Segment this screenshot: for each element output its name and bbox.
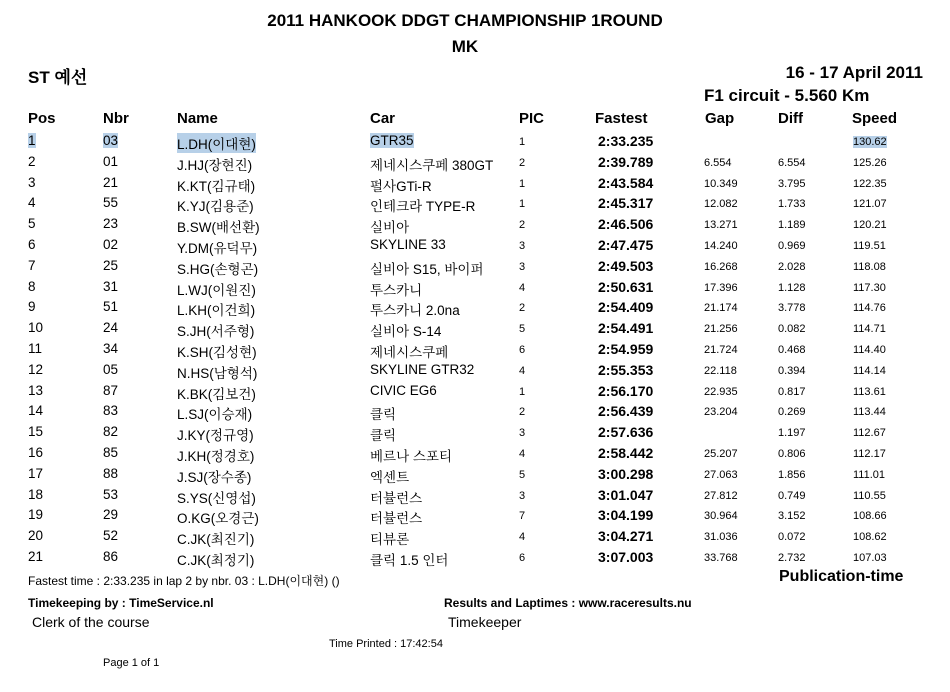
cell-fastest: 2:47.475 (598, 237, 654, 253)
col-diff-header: Diff (778, 110, 803, 127)
cell-speed: 119.51 (853, 240, 886, 252)
cell-car: 제네시스쿠페 380GT (370, 157, 494, 173)
cell-name: N.HS(남형석) (177, 365, 258, 381)
cell-speed: 121.07 (853, 198, 887, 211)
cell-nbr: 02 (103, 237, 119, 252)
cell-pic: 4 (519, 448, 526, 460)
cell-pic: 4 (519, 364, 526, 377)
cell-car: SKYLINE 33 (370, 237, 446, 252)
cell-name: L.KH(이건희) (177, 303, 256, 319)
cell-name: K.SH(김성현) (177, 345, 257, 360)
cell-fastest: 2:49.503 (598, 257, 654, 274)
table-row (0, 360, 950, 380)
cell-car: 제네시스쿠페 (370, 345, 449, 360)
report-subtitle: MK (451, 37, 479, 56)
cell-car: 티뷰론 (370, 532, 410, 548)
cell-diff: 3.152 (778, 510, 806, 523)
cell-diff: 1.189 (778, 219, 806, 232)
page-number: Page 1 of 1 (103, 657, 160, 669)
table-row (0, 235, 950, 255)
cell-diff: 0.749 (778, 489, 806, 502)
table-row (0, 152, 950, 172)
cell-gap: 21.724 (704, 344, 738, 356)
cell-nbr: 01 (103, 153, 119, 169)
cell-pos: 15 (28, 424, 44, 440)
cell-gap: 31.036 (704, 531, 738, 544)
cell-diff: 0.072 (778, 531, 806, 544)
cell-name: Y.DM(유덕무) (177, 241, 258, 256)
cell-name: K.BK(김보건) (177, 386, 256, 402)
cell-pos: 8 (28, 278, 36, 294)
cell-pos: 13 (28, 382, 44, 398)
cell-gap: 17.396 (704, 281, 738, 294)
cell-speed: 108.62 (853, 531, 887, 544)
cell-fastest: 2:39.789 (598, 153, 654, 170)
cell-pos: 3 (28, 174, 36, 190)
cell-pic: 3 (519, 427, 526, 440)
cell-gap: 6.554 (704, 156, 732, 169)
cell-pic: 1 (519, 198, 526, 211)
cell-speed: 107.03 (853, 552, 887, 564)
cell-nbr: 24 (103, 320, 119, 336)
cell-gap: 30.964 (704, 510, 738, 523)
cell-name: S.JH(서주형) (177, 324, 255, 340)
table-row (0, 464, 950, 484)
clerk-signature-label: Clerk of the course (32, 614, 150, 630)
cell-speed: 111.01 (853, 468, 886, 481)
cell-fastest: 2:57.636 (598, 424, 654, 441)
cell-name: L.DH(이대현) (177, 133, 256, 153)
cell-pic: 1 (519, 177, 526, 190)
cell-pic: 3 (519, 489, 526, 502)
cell-pos: 18 (28, 486, 44, 502)
table-row (0, 485, 950, 505)
cell-pos: 16 (28, 445, 44, 460)
cell-gap: 23.204 (704, 406, 738, 419)
table-row (0, 443, 950, 463)
cell-speed: 114.40 (853, 344, 886, 356)
cell-car: 투스카니 (370, 282, 423, 298)
cell-nbr: 52 (103, 528, 119, 544)
cell-gap: 12.082 (704, 198, 738, 211)
cell-nbr: 85 (103, 445, 119, 460)
cell-pos: 1 (28, 133, 36, 148)
cell-car: 투스카니 2.0na (370, 303, 460, 319)
table-row (0, 277, 950, 297)
cell-pic: 6 (519, 552, 526, 564)
time-printed: Time Printed : 17:42:54 (329, 638, 443, 650)
cell-pos: 7 (28, 257, 36, 273)
timekeeper-signature-label: Timekeeper (448, 614, 522, 630)
cell-speed: 114.71 (853, 323, 886, 336)
table-row (0, 422, 950, 442)
cell-gap: 21.256 (704, 323, 738, 336)
cell-car: 인테크라 TYPE-R (370, 199, 476, 215)
cell-pos: 2 (28, 153, 36, 169)
cell-fastest: 2:54.409 (598, 299, 654, 316)
cell-speed: 120.21 (853, 219, 887, 232)
cell-pic: 2 (519, 302, 526, 315)
cell-name: C.JK(최진기) (177, 532, 255, 548)
table-row (0, 256, 950, 276)
cell-gap: 22.935 (704, 385, 738, 398)
cell-car: 터뷸런스 (370, 490, 423, 506)
cell-pos: 14 (28, 403, 44, 419)
circuit-info: F1 circuit - 5.560 Km (704, 86, 870, 105)
col-pos-header: Pos (28, 110, 56, 127)
cell-pic: 5 (519, 323, 526, 336)
cell-name: L.SJ(이승재) (177, 407, 253, 423)
cell-pos: 9 (28, 299, 36, 315)
cell-pic: 7 (519, 510, 526, 523)
cell-diff: 3.795 (778, 177, 806, 190)
cell-nbr: 82 (103, 424, 119, 440)
cell-car: 엑센트 (370, 469, 410, 485)
cell-pic: 3 (519, 260, 526, 273)
cell-nbr: 83 (103, 403, 119, 419)
cell-speed: 125.26 (853, 156, 887, 169)
cell-name: L.WJ(이원진) (177, 282, 256, 298)
cell-speed: 114.76 (853, 302, 886, 315)
cell-speed: 117.30 (853, 281, 886, 294)
table-row (0, 339, 950, 359)
cell-name: C.JK(최정기) (177, 553, 255, 568)
cell-car: 실비아 S-14 (370, 324, 442, 340)
cell-nbr: 03 (103, 133, 119, 148)
cell-name: K.YJ(김용준) (177, 199, 254, 215)
cell-diff: 1.733 (778, 198, 806, 211)
cell-name: J.HJ(장현진) (177, 157, 253, 173)
cell-gap: 27.812 (704, 489, 738, 502)
results-credit: Results and Laptimes : www.raceresults.nu (444, 596, 692, 610)
cell-name: S.YS(신영섭) (177, 490, 256, 506)
cell-car: 베르나 스포티 (370, 449, 452, 464)
cell-nbr: 29 (103, 507, 119, 523)
cell-pos: 17 (28, 465, 44, 481)
cell-fastest: 2:45.317 (598, 195, 654, 212)
cell-nbr: 34 (103, 341, 119, 356)
cell-diff: 1.856 (778, 468, 806, 481)
cell-name: B.SW(배선환) (177, 220, 260, 236)
cell-pos: 12 (28, 361, 44, 377)
cell-fastest: 2:54.491 (598, 320, 654, 337)
cell-diff: 0.468 (778, 344, 806, 356)
cell-pic: 3 (519, 240, 526, 252)
col-gap-header: Gap (705, 110, 735, 127)
cell-diff: 0.817 (778, 385, 806, 398)
report-title: 2011 HANKOOK DDGT CHAMPIONSHIP 1ROUND (267, 11, 663, 30)
cell-car: 클릭 (370, 428, 397, 444)
cell-name: J.KH(정경호) (177, 449, 255, 464)
table-row (0, 401, 950, 421)
table-row (0, 505, 950, 525)
event-date: 16 - 17 April 2011 (785, 63, 923, 82)
cell-fastest: 2:58.442 (598, 445, 654, 461)
cell-diff: 1.128 (778, 281, 806, 294)
cell-pos: 19 (28, 507, 44, 523)
table-row (0, 547, 950, 567)
cell-pic: 6 (519, 344, 526, 356)
cell-fastest: 2:50.631 (598, 278, 654, 295)
cell-speed: 114.14 (853, 364, 886, 377)
cell-name: S.HG(손형곤) (177, 261, 259, 277)
cell-pic: 4 (519, 531, 526, 544)
session-class-label: ST 예선 (28, 68, 88, 87)
cell-diff: 2.028 (778, 260, 806, 273)
cell-pic: 1 (519, 385, 526, 398)
cell-gap: 10.349 (704, 177, 738, 190)
cell-car: 터뷸런스 (370, 511, 423, 527)
cell-diff: 0.269 (778, 406, 806, 419)
cell-fastest: 2:33.235 (598, 133, 654, 149)
cell-car: 클릭 1.5 인터 (370, 553, 449, 568)
table-row (0, 297, 950, 317)
cell-pic: 4 (519, 281, 526, 294)
cell-pos: 5 (28, 216, 36, 232)
cell-nbr: 51 (103, 299, 119, 315)
cell-gap: 25.207 (704, 448, 738, 460)
cell-speed: 108.66 (853, 510, 887, 523)
cell-speed: 112.17 (853, 448, 886, 460)
table-row (0, 214, 950, 234)
cell-nbr: 31 (103, 278, 119, 294)
cell-diff: 3.778 (778, 302, 806, 315)
table-row (0, 381, 950, 401)
timekeeping-credit: Timekeeping by : TimeService.nl (28, 596, 214, 610)
cell-diff: 0.969 (778, 240, 806, 252)
cell-diff: 0.082 (778, 323, 806, 336)
cell-car: 실비아 S15, 바이퍼 (370, 261, 484, 277)
cell-diff: 6.554 (778, 156, 806, 169)
table-row (0, 193, 950, 213)
cell-fastest: 3:01.047 (598, 486, 654, 503)
col-pic-header: PIC (519, 110, 545, 127)
cell-nbr: 86 (103, 549, 119, 564)
cell-pos: 10 (28, 320, 44, 336)
cell-gap: 21.174 (704, 302, 738, 315)
cell-gap: 22.118 (704, 364, 737, 377)
cell-pic: 2 (519, 219, 526, 232)
cell-name: K.KT(김규태) (177, 178, 256, 194)
cell-fastest: 2:55.353 (598, 361, 654, 378)
cell-car: 펄사GTi-R (370, 178, 432, 194)
cell-speed: 122.35 (853, 177, 887, 190)
cell-nbr: 23 (103, 216, 119, 232)
cell-diff: 0.394 (778, 364, 806, 377)
cell-fastest: 3:00.298 (598, 465, 654, 482)
cell-diff: 1.197 (778, 427, 806, 440)
cell-pos: 6 (28, 237, 36, 252)
cell-nbr: 87 (103, 382, 119, 398)
publication-time-label: Publication-time (779, 568, 904, 585)
cell-pic: 2 (519, 156, 526, 169)
cell-nbr: 55 (103, 195, 119, 211)
cell-speed: 113.61 (853, 385, 886, 398)
cell-fastest: 2:56.439 (598, 403, 654, 420)
cell-nbr: 21 (103, 174, 119, 190)
cell-car: 실비아 (370, 220, 410, 236)
cell-speed: 113.44 (853, 406, 886, 419)
cell-fastest: 3:04.199 (598, 507, 654, 524)
col-car-header: Car (370, 110, 396, 127)
col-nbr-header: Nbr (103, 110, 129, 127)
cell-pos: 20 (28, 528, 44, 544)
cell-fastest: 2:54.959 (598, 341, 654, 357)
cell-pic: 2 (519, 406, 526, 419)
fastest-time-note: Fastest time : 2:33.235 in lap 2 by nbr. 03 : L.DH(이대현) () (28, 574, 340, 588)
cell-gap: 16.268 (704, 260, 738, 273)
cell-gap: 27.063 (704, 468, 738, 481)
cell-name: J.KY(정규영) (177, 428, 254, 444)
cell-car: CIVIC EG6 (370, 382, 437, 398)
col-name-header: Name (177, 110, 218, 127)
cell-speed: 110.55 (853, 489, 886, 502)
cell-diff: 2.732 (778, 552, 806, 564)
cell-gap: 33.768 (704, 552, 738, 564)
cell-diff: 0.806 (778, 448, 806, 460)
cell-pic: 5 (519, 468, 526, 481)
cell-speed: 112.67 (853, 427, 886, 440)
cell-car: 클릭 (370, 407, 397, 423)
cell-gap: 13.271 (704, 219, 738, 232)
cell-name: J.SJ(장수종) (177, 469, 252, 485)
cell-speed: 118.08 (853, 260, 886, 273)
cell-nbr: 88 (103, 465, 119, 481)
cell-fastest: 3:04.271 (598, 528, 654, 545)
cell-pos: 11 (28, 341, 43, 356)
col-speed-header: Speed (852, 110, 898, 127)
cell-name: O.KG(오경근) (177, 511, 259, 527)
cell-pic: 1 (519, 136, 526, 148)
table-row (0, 131, 950, 151)
table-row (0, 526, 950, 546)
cell-nbr: 05 (103, 361, 119, 377)
cell-speed: 130.62 (853, 136, 887, 148)
cell-fastest: 2:46.506 (598, 216, 654, 233)
cell-nbr: 53 (103, 486, 119, 502)
cell-fastest: 2:56.170 (598, 382, 654, 399)
cell-fastest: 2:43.584 (598, 174, 654, 191)
cell-car: SKYLINE GTR32 (370, 361, 475, 377)
cell-pos: 4 (28, 195, 36, 211)
table-row (0, 318, 950, 338)
cell-car: GTR35 (370, 133, 414, 148)
col-fastest-header: Fastest (595, 110, 648, 127)
cell-pos: 21 (28, 549, 44, 564)
cell-fastest: 3:07.003 (598, 549, 654, 565)
table-row (0, 173, 950, 193)
cell-gap: 14.240 (704, 240, 738, 252)
cell-nbr: 25 (103, 257, 119, 273)
